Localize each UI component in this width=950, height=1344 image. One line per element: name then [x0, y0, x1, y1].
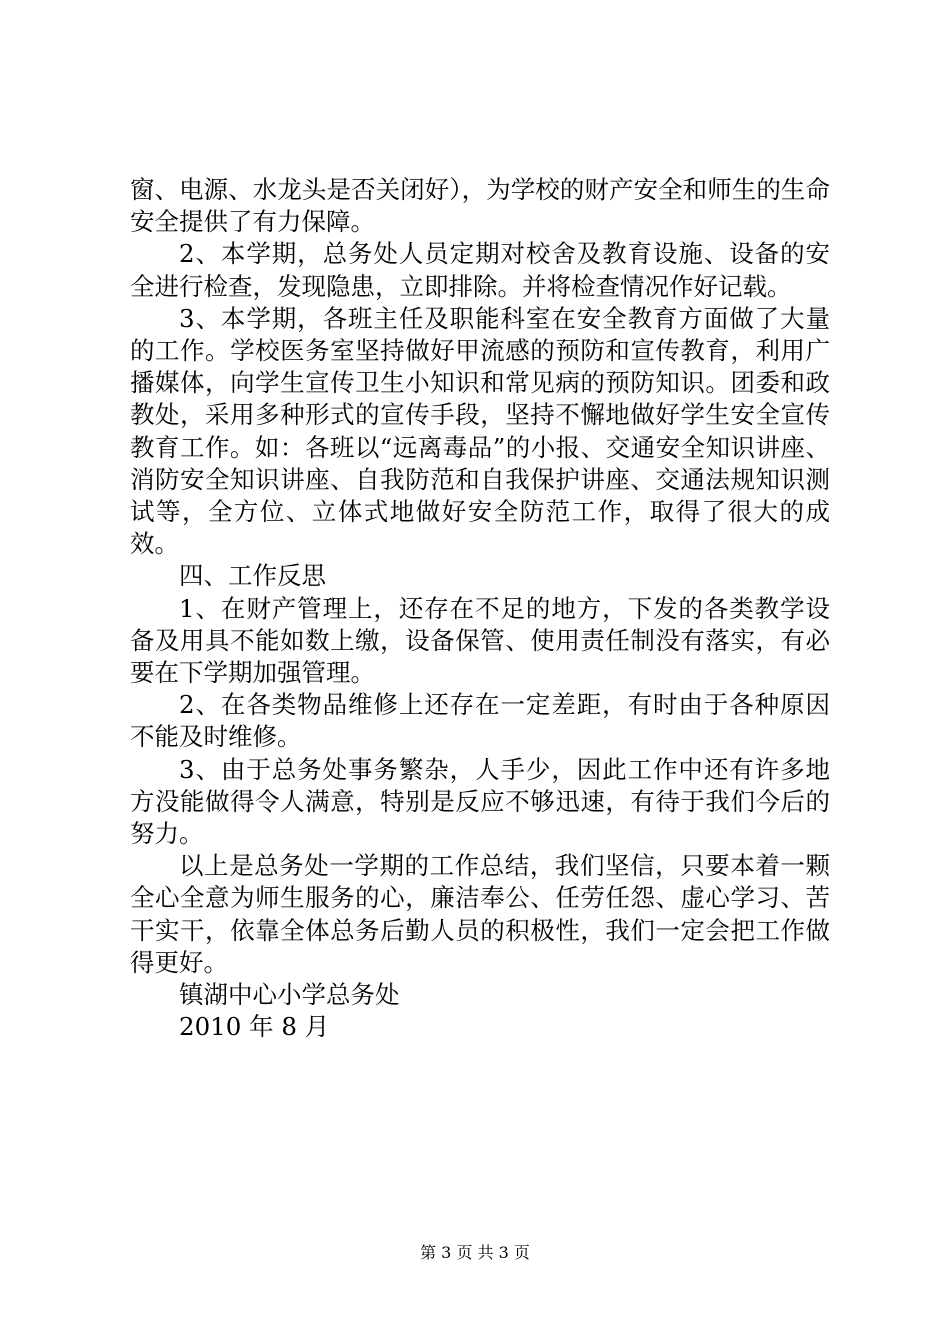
paragraph-reflection-workload: 3、由于总务处事务繁杂，人手少，因此工作中还有许多地方没能做得令人满意，特别是反应不够迅速，有待于我们今后的努力。	[130, 754, 830, 849]
paragraph-reflection-property: 1、在财产管理上，还存在不足的地方，下发的各类教学设备及用具不能如数上缴，设备保管、使用责任制没有落实，有必要在下学期加强管理。	[130, 593, 830, 688]
signature-date: 2010 年 8 月	[179, 1012, 330, 1042]
paragraph-safety-continuation: 窗、电源、水龙头是否关闭好），为学校的财产安全和师生的生命安全提供了有力保障。	[130, 175, 830, 237]
page-footer: 第 3 页 共 3 页	[420, 1243, 530, 1262]
paragraph-reflection-repair: 2、在各类物品维修上还存在一定差距，有时由于各种原因不能及时维修。	[130, 690, 830, 752]
document-body	[130, 174, 830, 1043]
paragraph-facility-inspection: 2、本学期，总务处人员定期对校舍及教育设施、设备的安全进行检查，发现隐患，立即排除。并将检查情况作好记载。	[130, 239, 830, 301]
paragraph-safety-education: 3、本学期，各班主任及职能科室在安全教育方面做了大量的工作。学校医务室坚持做好甲流感的预防和宣传教育，利用广播媒体，向学生宣传卫生小知识和常见病的预防知识。团委和政教处，采用多种形式的宣传手段，坚持不懈地做好学生安全宣传教育工作。如：各班以“远离毒品”的小报、交通安全知识讲座、消防安全知识讲座、自我防范和自我保护讲座、交通法规知识测试等，全方位、立体式地做好安全防范工作，取得了很大的成效。	[130, 303, 830, 559]
signature-office: 镇湖中心小学总务处	[179, 980, 400, 1010]
section-heading-reflection: 四、工作反思	[179, 561, 326, 591]
paragraph-conclusion: 以上是总务处一学期的工作总结，我们坚信，只要本着一颗全心全意为师生服务的心，廉洁奉公、任劳任怨、虚心学习、苦干实干，依靠全体总务后勤人员的积极性，我们一定会把工作做得更好。	[130, 851, 830, 977]
